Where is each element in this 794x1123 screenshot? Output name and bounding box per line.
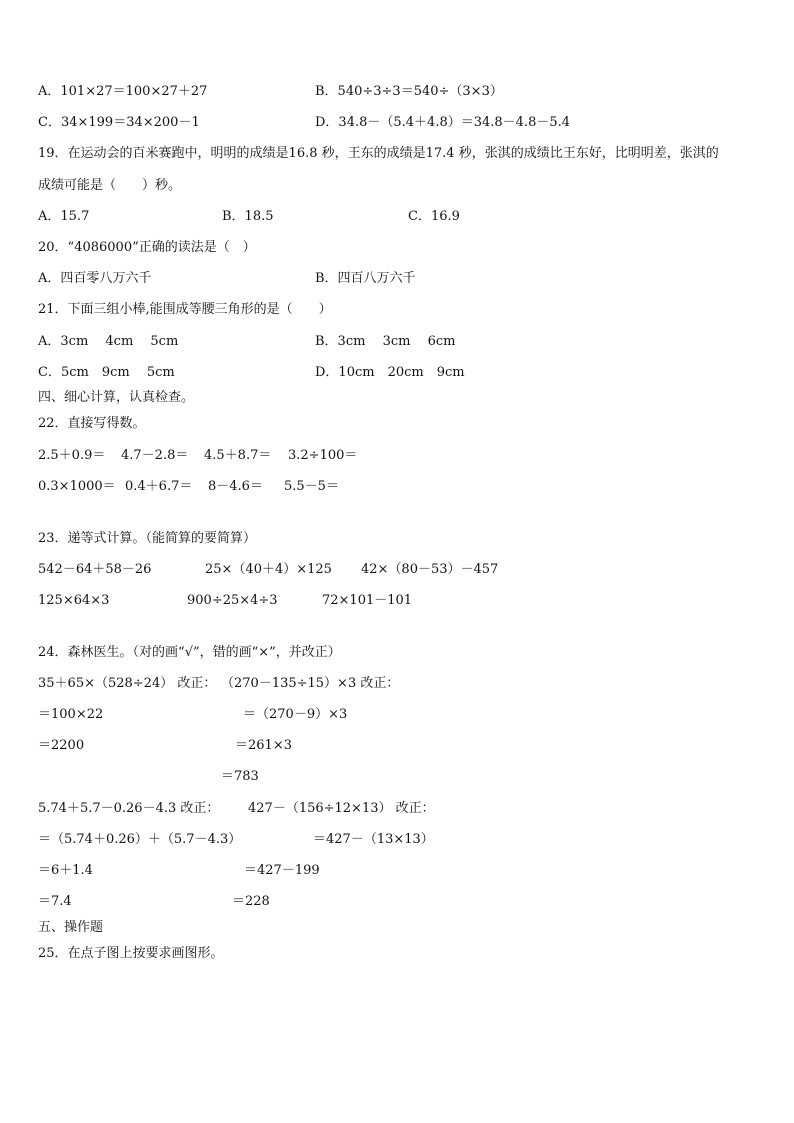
- q19-option-b: B．18.5: [222, 209, 274, 224]
- q24-problem2-line: （270－135÷15）×3 改正：: [221, 676, 400, 691]
- q22-item: 2.5＋0.9＝: [38, 448, 106, 463]
- q24-problem1-line: ＝100×22: [38, 707, 104, 722]
- q24-problem4-line: ＝228: [232, 894, 270, 909]
- section-5-heading: 五、操作题: [38, 920, 104, 935]
- q23-item: 42×（80－53）－457: [361, 562, 499, 577]
- q22-item: 0.4＋6.7＝: [125, 479, 193, 494]
- q21-option-a: A．3cm 4cm 5cm: [38, 334, 179, 349]
- q19-stem-line1: 19．在运动会的百米赛跑中，明明的成绩是16.8 秒，王东的成绩是17.4 秒，张淇的成绩比王东好，比明明差，张淇的: [38, 146, 719, 161]
- q20-option-b: B．四百八万六千: [315, 271, 416, 286]
- q22-item: 0.3×1000＝: [38, 479, 116, 494]
- q23-item: 125×64×3: [38, 593, 110, 608]
- q24-problem1-line: ＝2200: [38, 738, 85, 753]
- q20-stem: 20．“4086000”正确的读法是（ ）: [38, 240, 256, 255]
- q19-option-a: A．15.7: [38, 209, 90, 224]
- q22-item: 5.5－5＝: [284, 479, 339, 494]
- q24-problem2-line: ＝783: [221, 769, 259, 784]
- q18-option-d: D．34.8－（5.4＋4.8）＝34.8－4.8－5.4: [315, 115, 571, 130]
- q24-problem2-line: ＝261×3: [235, 738, 292, 753]
- q18-option-a: A．101×27＝100×27＋27: [38, 84, 208, 99]
- q22-item: 8－4.6＝: [208, 479, 263, 494]
- q22-item: 4.5＋8.7＝: [204, 448, 272, 463]
- q21-stem: 21．下面三组小棒,能围成等腰三角形的是（ ）: [38, 302, 332, 317]
- q24-problem3-line: ＝（5.74＋0.26）＋（5.7－4.3）: [38, 832, 242, 847]
- q23-item: 900÷25×4÷3: [187, 593, 278, 608]
- q23-item: 72×101－101: [322, 593, 413, 608]
- q24-problem2-line: ＝（270－9）×3: [243, 707, 348, 722]
- q24-problem4-line: ＝427－（13×13）: [313, 832, 434, 847]
- q24-problem4-line: 427－（156÷12×13） 改正：: [248, 801, 435, 816]
- q19-stem-line2: 成绩可能是（ ）秒。: [38, 178, 182, 193]
- q24-problem3-line: 5.74＋5.7－0.26－4.3 改正：: [38, 801, 220, 816]
- q23-item: 542－64＋58－26: [38, 562, 152, 577]
- q22-stem: 22．直接写得数。: [38, 416, 146, 431]
- q23-stem: 23．递等式计算。（能简算的要简算）: [38, 531, 257, 546]
- q24-problem3-line: ＝7.4: [38, 894, 72, 909]
- q21-option-d: D．10cm 20cm 9cm: [315, 365, 465, 380]
- q22-item: 4.7－2.8＝: [121, 448, 189, 463]
- q21-option-c: C．5cm 9cm 5cm: [38, 365, 175, 380]
- q19-option-c: C．16.9: [408, 209, 460, 224]
- q22-item: 3.2÷100＝: [288, 448, 358, 463]
- q18-option-c: C．34×199＝34×200－1: [38, 115, 200, 130]
- q24-stem: 24．森林医生。（对的画“√”，错的画“×”，并改正）: [38, 645, 341, 660]
- q24-problem4-line: ＝427－199: [244, 863, 320, 878]
- q25-stem: 25．在点子图上按要求画图形。: [38, 946, 224, 961]
- q23-item: 25×（40＋4）×125: [205, 562, 332, 577]
- q24-problem1-line: 35＋65×（528÷24） 改正：: [38, 676, 217, 691]
- q18-option-b: B．540÷3÷3＝540÷（3×3）: [315, 84, 503, 99]
- q20-option-a: A．四百零八万六千: [38, 271, 152, 286]
- q21-option-b: B．3cm 3cm 6cm: [315, 334, 456, 349]
- section-4-heading: 四、细心计算，认真检查。: [38, 390, 195, 405]
- q24-problem3-line: ＝6＋1.4: [38, 863, 93, 878]
